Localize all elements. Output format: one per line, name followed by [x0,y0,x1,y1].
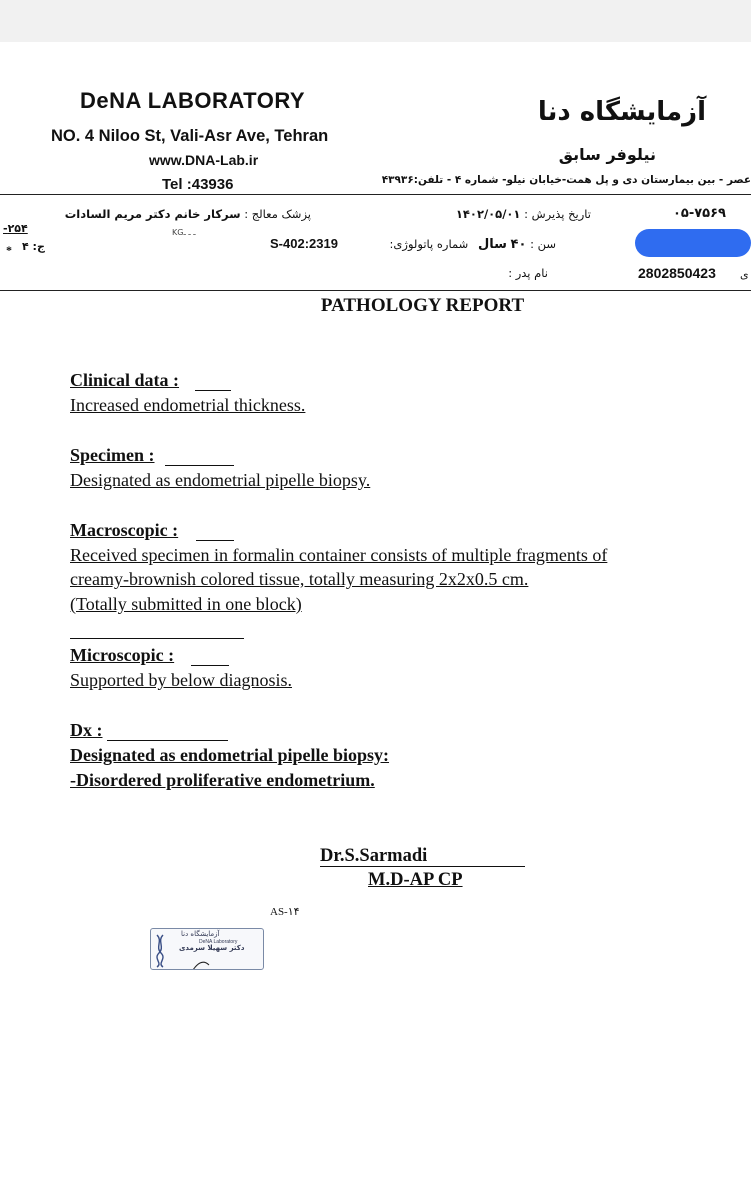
left-code-3: * [6,243,12,257]
status-bar [0,0,751,42]
specimen-text: Designated as endometrial pipelle biopsy. [70,470,371,490]
lab-name-fa: آزمایشگاه دنا [537,97,706,127]
record-number: ۰۵-۷۵۶۹ [672,206,726,221]
macroscopic-heading-rule [196,540,234,541]
macroscopic-line-1: Received specimen in formalin container consists of multiple fragments of [70,545,608,565]
microscopic-text: Supported by below diagnosis. [70,670,292,690]
left-code-2: ج: ۴ [22,240,45,253]
signature-degree: M.D-AP CP [368,870,463,890]
father-name-field: نام پدر : [508,266,548,280]
macroscopic-heading: Macroscopic : [70,520,179,540]
right-edge-mark: ی [740,268,749,281]
lab-address-en: NO. 4 Niloo St, Vali-Asr Ave, Tehran [51,127,329,145]
physician-field: پزشک معالج : سرکار خانم دکتر مریم السادات [64,207,311,221]
admission-date: ۱۴۰۲/۰۵/۰۱ [455,207,521,221]
age-unit: سال [477,237,507,252]
stamp-doctor: دکتر سهیلا سرمدی [179,944,245,952]
clinical-text: Increased endometrial thickness. [70,395,306,415]
physician-name: سرکار خانم دکتر مریم السادات [64,207,241,221]
specimen-heading: Specimen : [70,445,155,465]
signature-rule [320,866,525,867]
macroscopic-line-3: (Totally submitted in one block) [70,594,302,614]
dx-heading: Dx : [70,720,103,740]
section-divider [70,638,244,639]
microscopic-heading-rule [191,665,229,666]
dx-line-1: Designated as endometrial pipelle biopsy: [70,745,390,765]
stamp-lab-name: آزمایشگاه دنا [181,930,220,938]
lab-phone: Tel :43936 [162,176,234,193]
signature-code: AS-۱۴ [270,906,300,918]
clinical-heading: Clinical data : [70,370,180,390]
former-name-fa: نیلوفر سابق [558,145,656,164]
pathology-number: S-402:2319 [270,236,338,251]
report-title: PATHOLOGY REPORT [320,295,525,316]
dx-line-2: -Disordered proliferative endometrium. [70,770,375,790]
microscopic-heading: Microscopic : [70,645,175,665]
age-value: ۴۰ [510,237,527,252]
admission-date-field: تاریخ پذیرش : ۱۴۰۲/۰۵/۰۱ [455,207,591,221]
physician-extra: ـ ـ ـKG [172,228,196,237]
signature-name: Dr.S.Sarmadi [320,846,428,866]
national-id: 2802850423 [638,265,716,281]
macroscopic-line-2: creamy-brownish colored tissue, totally measuring 2x2x0.5 cm. [70,569,529,589]
lab-website: www.DNA-Lab.ir [149,152,259,168]
stamp-lab-name-en: DeNA Laboratory [199,939,238,945]
lab-stamp [150,928,264,970]
left-code-1: ۲۵۴- [3,222,28,235]
redaction-mark [635,229,751,257]
dx-heading-rule [107,740,228,741]
specimen-heading-rule [165,465,234,466]
clinical-heading-rule [195,390,231,391]
lab-address-fa: عصر - بین بیمارستان دی و پل همت-خیابان نیلو- شماره ۴ - تلفن:۴۳۹۳۶ [381,174,751,186]
lab-name-en: DeNA LABORATORY [80,88,306,113]
age-field: سن : ۴۰ سال شماره پاتولوژی: [389,237,556,252]
